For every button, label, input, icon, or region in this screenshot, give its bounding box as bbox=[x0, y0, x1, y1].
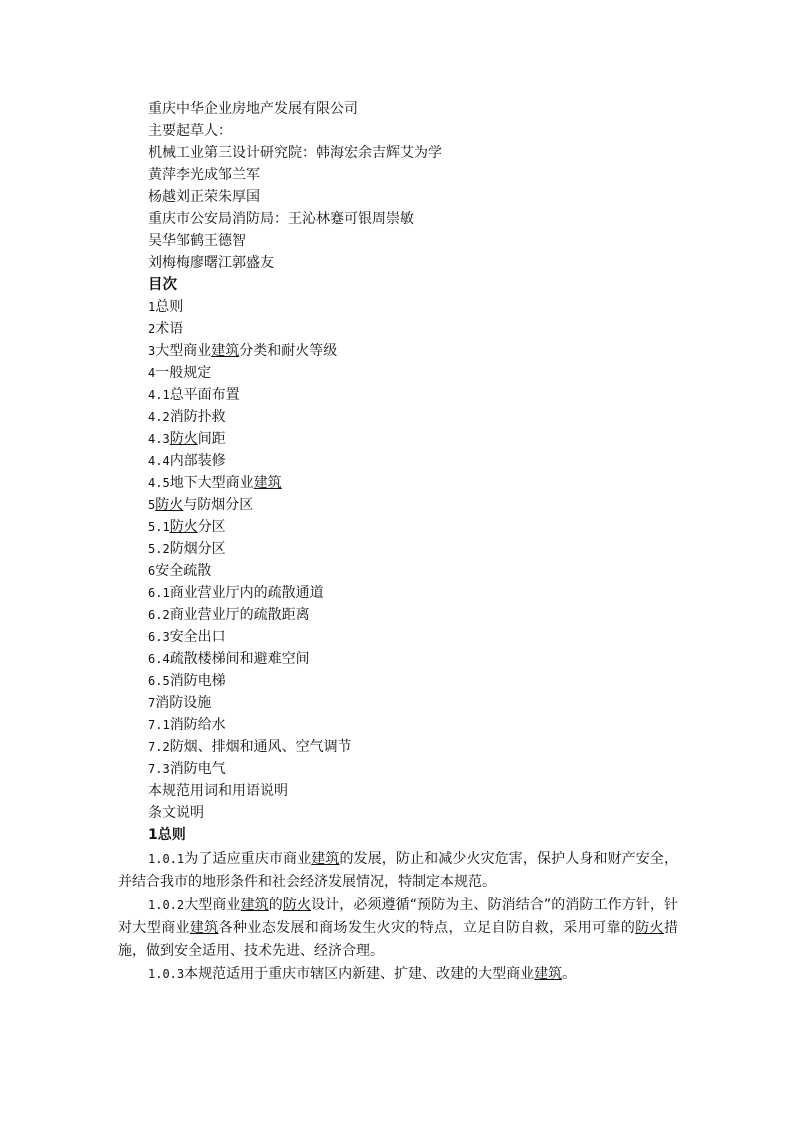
toc-item-label: 与防烟分区 bbox=[183, 497, 254, 513]
toc-item-term-link[interactable]: 建筑 bbox=[253, 475, 282, 491]
clause-text: 。 bbox=[562, 966, 577, 982]
clause-text: 为了适应重庆市商业 bbox=[184, 851, 312, 867]
toc-item-label: 安全疏散 bbox=[155, 563, 212, 579]
toc-item-label: 商业营业厅内的疏散通道 bbox=[169, 585, 324, 601]
toc-item-number: 6.1 bbox=[148, 586, 170, 600]
toc-item[interactable] bbox=[118, 494, 678, 516]
toc-item[interactable] bbox=[118, 604, 678, 626]
toc-item-label: 疏散楼梯间和避难空间 bbox=[169, 651, 310, 667]
toc-item[interactable] bbox=[118, 450, 678, 472]
header-line: 重庆市公安局消防局：王沁林蹇可银周崇敏 bbox=[148, 211, 414, 227]
toc-item-label: 地下大型商业 bbox=[169, 475, 254, 491]
toc-item-label: 防烟分区 bbox=[169, 541, 226, 557]
toc-item[interactable] bbox=[118, 340, 678, 362]
toc-item[interactable] bbox=[118, 560, 678, 582]
toc-item-number: 4.5 bbox=[148, 476, 170, 490]
toc-item-number: 4.2 bbox=[148, 410, 170, 424]
toc-item[interactable] bbox=[118, 670, 678, 692]
term-link[interactable]: 建筑 bbox=[311, 851, 340, 867]
header-line: 吴华邹鹤王德智 bbox=[148, 233, 246, 249]
clause-1-0-2 bbox=[118, 894, 678, 963]
clause-text: 各种业态发展和商场发生火灾的特点，立足自防自救，采用可靠的 bbox=[218, 920, 636, 936]
toc-item-number: 3 bbox=[148, 344, 156, 358]
toc-item[interactable] bbox=[118, 538, 678, 560]
toc-item-label: 大型商业 bbox=[155, 343, 212, 359]
header-line: 刘梅梅廖曙江郭盛友 bbox=[148, 255, 274, 271]
toc-item-number: 7.1 bbox=[148, 718, 170, 732]
clause-text: 大型商业 bbox=[184, 897, 241, 913]
toc-item-label: 分类和耐火等级 bbox=[239, 343, 338, 359]
term-link[interactable]: 建筑 bbox=[240, 897, 269, 913]
toc-item[interactable] bbox=[118, 626, 678, 648]
toc-item[interactable] bbox=[118, 472, 678, 494]
toc-item-number: 4.3 bbox=[148, 432, 170, 446]
toc-item-number: 6.5 bbox=[148, 674, 170, 688]
toc-list bbox=[118, 296, 678, 780]
toc-item-label: 总平面布置 bbox=[169, 387, 240, 403]
toc-item-number: 7.2 bbox=[148, 740, 170, 754]
toc-item-number: 5.2 bbox=[148, 542, 170, 556]
toc-item[interactable] bbox=[118, 736, 678, 758]
toc-item-label: 安全出口 bbox=[169, 629, 226, 645]
toc-item-number: 6.4 bbox=[148, 652, 170, 666]
header-line: 重庆中华企业房地产发展有限公司 bbox=[148, 101, 358, 117]
toc-item-number: 7.3 bbox=[148, 762, 170, 776]
clause-text: 设计，必须遵循“预防为主、防消结合”的消防工作方针，针对大型商业 bbox=[118, 897, 678, 936]
toc-item[interactable] bbox=[118, 516, 678, 538]
toc-item-label: 术语 bbox=[155, 321, 184, 337]
toc-item-label: 消防给水 bbox=[169, 717, 226, 733]
toc-item-label: 消防设施 bbox=[155, 695, 212, 711]
toc-extra-item: 条文说明 bbox=[148, 805, 204, 821]
toc-item-number: 5 bbox=[148, 498, 156, 512]
toc-item-term-link[interactable]: 防火 bbox=[155, 497, 184, 513]
toc-item-term-link[interactable]: 防火 bbox=[169, 431, 198, 447]
clause-1-0-3 bbox=[118, 963, 678, 986]
toc-item-label: 消防电气 bbox=[169, 761, 226, 777]
toc-item-number: 6 bbox=[148, 564, 156, 578]
toc-item-number: 6.2 bbox=[148, 608, 170, 622]
toc-item[interactable] bbox=[118, 428, 678, 450]
toc-item-number: 5.1 bbox=[148, 520, 170, 534]
header-line: 杨越刘正荣朱厚国 bbox=[148, 189, 260, 205]
toc-item-label: 消防扑救 bbox=[169, 409, 226, 425]
toc-item-term-link[interactable]: 防火 bbox=[169, 519, 198, 535]
toc-item-label: 间距 bbox=[197, 431, 226, 447]
header-line: 主要起草人： bbox=[148, 123, 232, 139]
toc-item-label: 内部装修 bbox=[169, 453, 226, 469]
clause-text: 的 bbox=[268, 897, 283, 913]
toc-heading: 目次 bbox=[148, 277, 177, 293]
toc-item[interactable] bbox=[118, 692, 678, 714]
toc-item[interactable] bbox=[118, 384, 678, 406]
term-link[interactable]: 建筑 bbox=[189, 920, 219, 936]
toc-item[interactable] bbox=[118, 406, 678, 428]
term-link[interactable]: 防火 bbox=[635, 920, 665, 936]
toc-item-label: 总则 bbox=[155, 299, 184, 315]
toc-extra-item: 本规范用词和用语说明 bbox=[148, 783, 288, 799]
toc-item-number: 7 bbox=[148, 696, 156, 710]
toc-item[interactable] bbox=[118, 318, 678, 340]
header-line: 黄萍李光成邹兰军 bbox=[148, 167, 260, 183]
toc-item-number: 4.4 bbox=[148, 454, 170, 468]
section-heading: 1总则 bbox=[148, 827, 186, 843]
toc-item[interactable] bbox=[118, 296, 678, 318]
toc-item-number: 2 bbox=[148, 322, 156, 336]
toc-item-number: 4.1 bbox=[148, 388, 170, 402]
term-link[interactable]: 建筑 bbox=[534, 966, 563, 982]
clause-text: 措施，做到安全适用、技术先进、经济合理。 bbox=[118, 920, 679, 959]
toc-item[interactable] bbox=[118, 714, 678, 736]
clause-number: 1.0.1 bbox=[148, 852, 185, 866]
clause-number: 1.0.2 bbox=[148, 898, 185, 912]
clause-1-0-1 bbox=[118, 848, 678, 894]
header-line: 机械工业第三设计研究院：韩海宏余吉辉艾为学 bbox=[148, 145, 442, 161]
toc-item[interactable] bbox=[118, 582, 678, 604]
toc-item[interactable] bbox=[118, 648, 678, 670]
toc-item[interactable] bbox=[118, 362, 678, 384]
toc-item-number: 1 bbox=[148, 300, 156, 314]
clause-text: 的发展，防止和减少火灾危害，保护人身和财产安全，并结合我市的地形条件和社会经济发展情况，特制定本规范。 bbox=[118, 851, 679, 890]
toc-item-term-link[interactable]: 建筑 bbox=[211, 343, 240, 359]
clause-number: 1.0.3 bbox=[148, 967, 185, 981]
document-page bbox=[118, 98, 678, 986]
clause-text: 本规范适用于重庆市辖区内新建、扩建、改建的大型商业 bbox=[184, 966, 535, 982]
toc-item-number: 6.3 bbox=[148, 630, 170, 644]
toc-item-label: 消防电梯 bbox=[169, 673, 226, 689]
toc-item-label: 一般规定 bbox=[155, 365, 212, 381]
toc-item-label: 分区 bbox=[197, 519, 226, 535]
toc-item-label: 商业营业厅的疏散距离 bbox=[169, 607, 310, 623]
term-link[interactable]: 防火 bbox=[282, 897, 312, 913]
toc-item-label: 防烟、排烟和通风、空气调节 bbox=[169, 739, 352, 755]
toc-item[interactable] bbox=[118, 758, 678, 780]
toc-item-number: 4 bbox=[148, 366, 156, 380]
